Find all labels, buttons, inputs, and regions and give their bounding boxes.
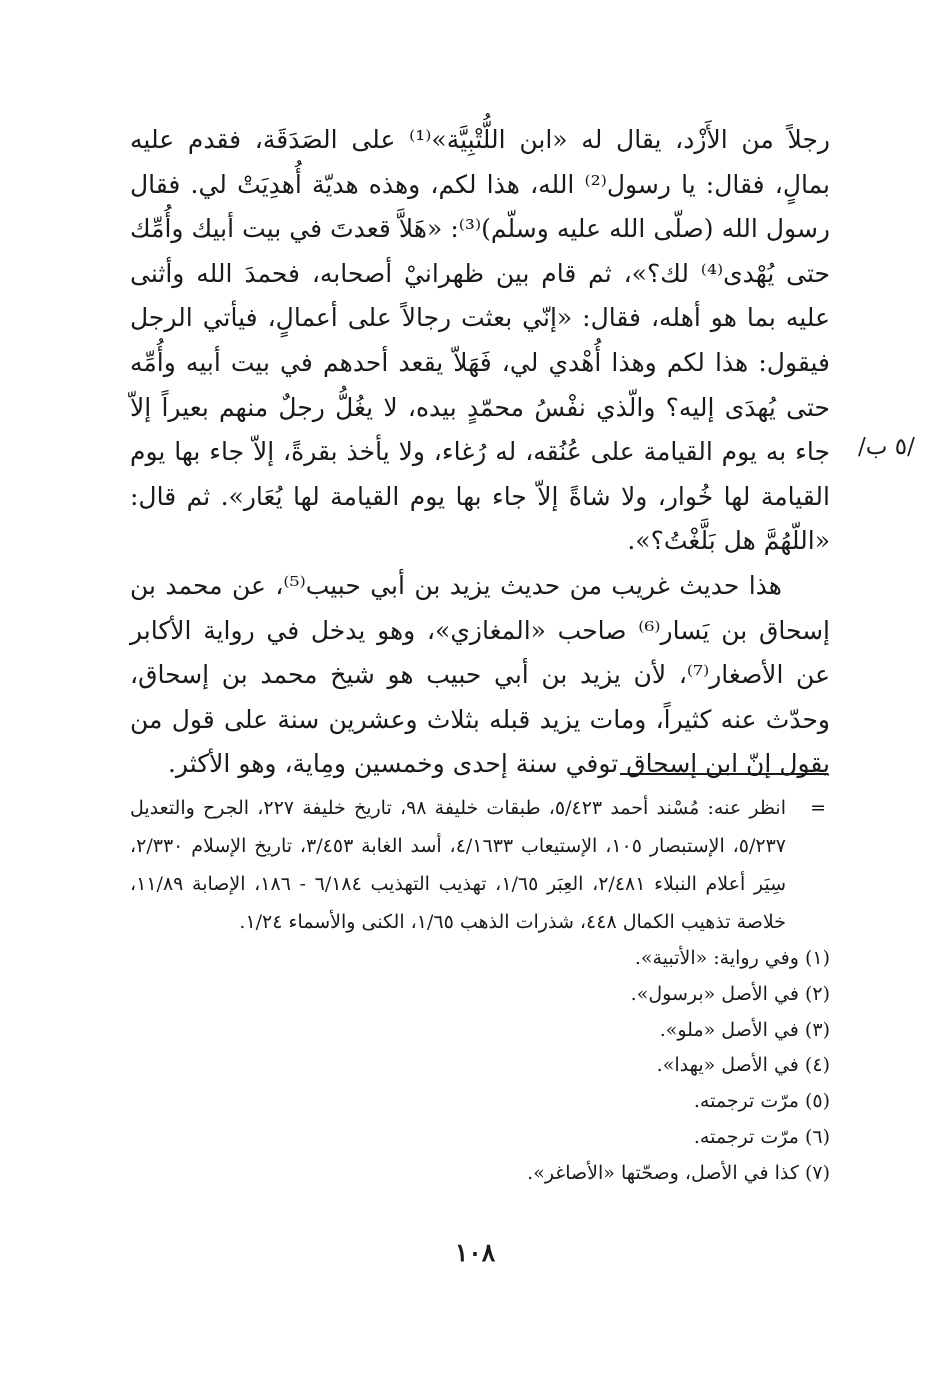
continuation-marker: = [810,797,826,819]
footnote-item: (٧) كذا في الأصل، وصحّتها «الأصاغر». [527,1161,830,1184]
paragraph-commentary: هذا حديث غريب من حديث يزيد بن أبي حبيب⁽⁵⁾، عن محمد بن إسحاق بن يَسار⁽⁶⁾ صاحب «المغازي»، وهو يدخل في رواية الأكابر عن الأصغار⁽⁷⁾، لأن يزيد بن أبي حبيب هو شيخ محمد بن إسحاق، وحدّث عنه كثيراً، ومات يزيد قبله بثلاث وعشرين سنة على قول من يقول إنّ ابن إسحاق توفي سنة إحدى وخمسين ومِاية، وهو الأكثر. [130,570,830,779]
footnote-item: (١) وفي رواية: «الأتبية». [634,947,830,969]
footnotes-section [130,789,830,1192]
paragraph-hadith: رجلاً من الأَزْد، يقال له «ابن اللُّتْبِيَّة»⁽¹⁾ على الصَدَقَة، فقدم عليه بمالٍ، فقال: يا رسول⁽²⁾ الله، هذا لكم، وهذه هديّة أُهدِيَتْ لي. فقال رسول الله (صلّى الله عليه وسلّم)⁽³⁾: «هَلاَّ قعدتَ في بيت أبيك وأُمِّك حتى يُهْدى⁽⁴⁾ لك؟»، ثم قام بين ظهرانيْ أصحابه، فحمدَ الله وأثنى عليه بما هو أهله، فقال: «إنّي بعثت رجالاً على أعمالٍ، فيأتي الرجل فيقول: هذا لكم وهذا أُهْدي لي، فَهَلاّ يقعد أحدهم في بيت أبيه وأُمِّه حتى يُهدَى إليه؟ والّذي نفْسُ محمّدٍ بيده، لا يغُلُّ رجلٌ منهم بعيراً إلاّ جاء به يوم القيامة على عُنُقه، له رُغاء، ولا يأخذ بقرةً، إلاّ جاء بها يوم القيامة لها خُوار، ولا شاةً إلاّ جاء بها يوم القيامة لها يُعَار». ثم قال: «اللّهُمَّ هل بَلَّغْتُ؟». [130,125,831,556]
footnote-separator [620,773,828,775]
footnote-item: (٦) مرّت ترجمته. [693,1125,830,1148]
continuation-text: انظر عنه: مُسْند أحمد ٥/٤٢٣، طبقات خليفة ٩٨، تاريخ خليفة ٢٢٧، الجرح والتعديل ٥/٢٣٧، الإستبصار ١٠٥، الإستيعاب ٤/١٦٣٣، أسد الغابة ٣/٤٥٣، تاريخ الإسلام ٢/٣٣٠، سِيَر أعلام النبلاء ٢/٤٨١، العِبَر ١/٦٥، تهذيب التهذيب ٦/١٨٤ - ١٨٦، الإصابة ١١/٨٩، خلاصة تذهيب الكمال ٤٤٨، شذرات الذهب ١/٦٥، الكنى والأسماء ١/٢٤. [130,797,787,933]
footnote-list [130,941,830,1192]
margin-folio-marker: /٥ ب/ [858,434,915,460]
main-text [130,118,830,787]
page-number: ١٠٨ [454,1238,496,1267]
footnote-item: (٥) مرّت ترجمته. [693,1090,830,1113]
footnote-item: (٤) في الأصل «يهدا». [656,1054,830,1077]
footnote-item: (٢) في الأصل «برسول». [630,982,830,1005]
footnote-item: (٣) في الأصل «ملو». [659,1018,830,1041]
footnote-continuation [130,789,830,941]
